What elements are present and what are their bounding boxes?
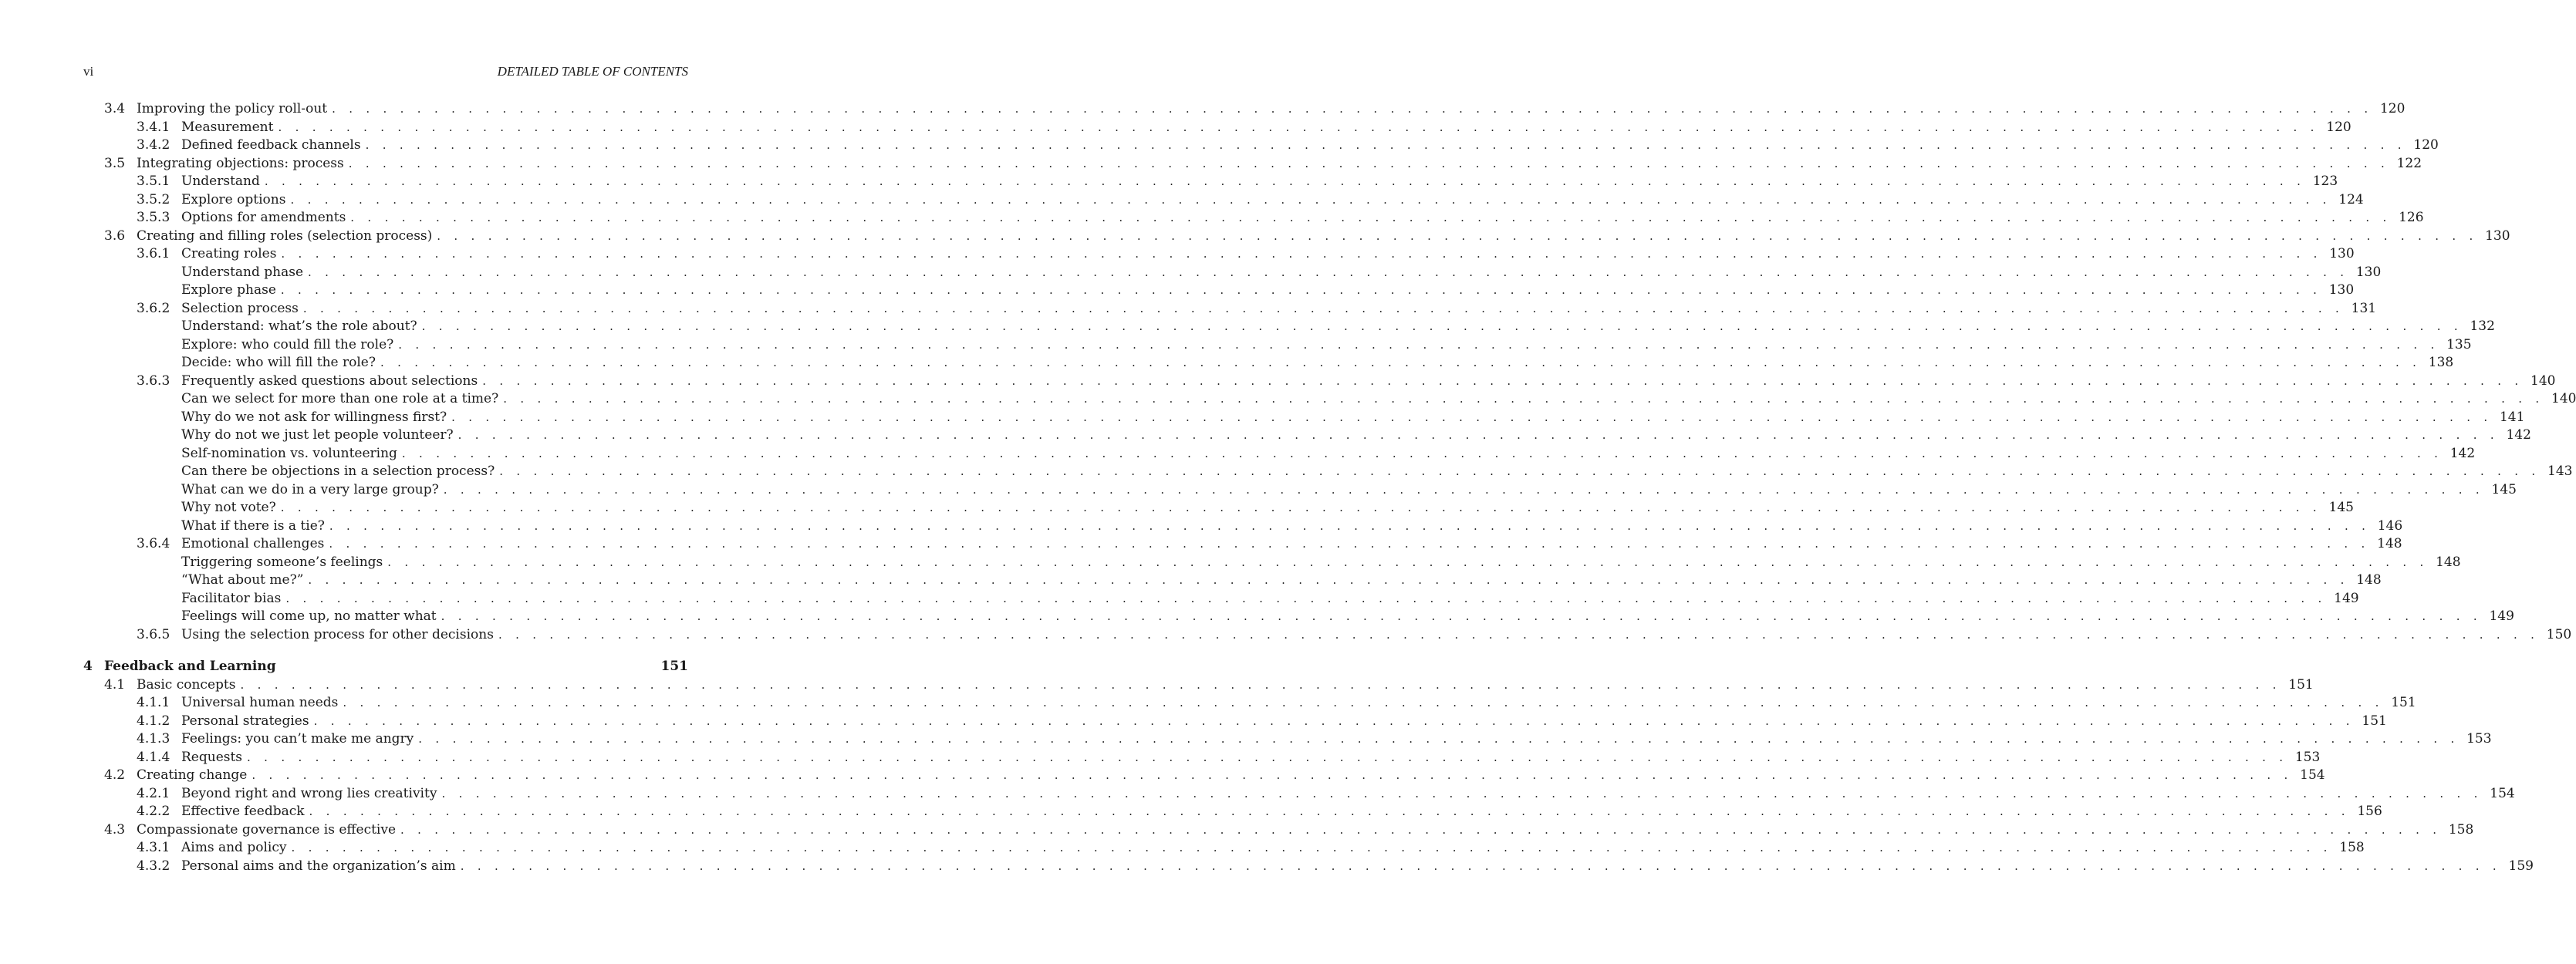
toc-entry-title: Compassionate governance is effective (137, 821, 400, 840)
toc-page-number: 145 (2328, 500, 2354, 515)
toc-entry (181, 372, 2556, 391)
toc-page-number: 126 (2399, 210, 2424, 225)
toc-entry-title: Creating roles (181, 245, 281, 264)
toc-page-number: 149 (2489, 608, 2514, 624)
toc-row[interactable] (83, 821, 2474, 840)
toc-page-number: 145 (2491, 481, 2517, 497)
toc-entry-title: Requests (181, 749, 247, 767)
toc-entry (137, 100, 2406, 119)
toc-row[interactable] (83, 554, 2461, 572)
toc-section-number: 3.4.1 (137, 119, 170, 135)
toc-entry-title: Creating change (137, 767, 252, 785)
toc-entry (137, 676, 2314, 695)
toc-row[interactable] (83, 281, 2355, 300)
dot-leader: . . . . . . . . . . . . . . . . . . . . . . . . . . . . . . . . . . . . . . . . . . . . . . . . . . . . . . . . . . . . . . . . . . . . . . . . . . . . . . . . . . . . . . . . . . . . . . . . . . . . . . . . . . . . . . . . . . . . . . . . (343, 696, 2384, 710)
dot-leader: . . . . . . . . . . . . . . . . . . . . . . . . . . . . . . . . . . . . . . . . . . . . . . . . . . . . . . . . . . . . . . . . . . . . . . . . . . . . . . . . . . . . . . . . . . . . . . . . . . . . . . . . . . . . . . . . . . . . . . . . (281, 247, 2322, 261)
toc-entry-title: Feelings will come up, no matter what (181, 608, 441, 626)
toc-row[interactable] (83, 191, 2364, 210)
dot-leader: . . . . . . . . . . . . . . . . . . . . . . . . . . . . . . . . . . . . . . . . . . . . . . . . . . . . . . . . . . . . . . . . . . . . . . . . . . . . . . . . . . . . . . . . . . . . . . . . . . . . . . . . . . . . . . . . . . . . . . . . (498, 627, 2540, 642)
toc-page-number: 158 (2448, 821, 2474, 838)
toc-entry-title: “What about me?” (181, 571, 308, 590)
dot-leader: . . . . . . . . . . . . . . . . . . . . . . . . . . . . . . . . . . . . . . . . . . . . . . . . . . . . . . . . . . . . . . . . . . . . . . . . . . . . . . . . . . . . . . . . . . . . . . . . . . . . . . . . . . . . . . . . . . . . . . . . (348, 156, 2390, 170)
toc-entry-title: Explore: who could fill the role? (181, 336, 398, 355)
dot-leader: . . . . . . . . . . . . . . . . . . . . . . . . . . . . . . . . . . . . . . . . . . . . . . . . . . . . . . . . . . . . . . . . . . . . . . . . . . . . . . . . . . . . . . . . . . . . . . . . . . . . . . . . . . . . . . . . . . . . . . . . (418, 732, 2460, 746)
toc-row[interactable] (83, 676, 2314, 695)
dot-leader: . . . . . . . . . . . . . . . . . . . . . . . . . . . . . . . . . . . . . . . . . . . . . . . . . . . . . . . . . . . . . . . . . . . . . . . . . . . . . . . . . . . . . . . . . . . . . . . . . . . . . . . . . . . . . . . . . . . . . . . . (285, 591, 2327, 605)
toc-page-number: 148 (2377, 536, 2402, 551)
toc-row[interactable] (83, 858, 2534, 876)
toc-entry-title: Basic concepts (137, 676, 240, 695)
toc-page-number: 135 (2446, 336, 2472, 352)
toc-entry-title: Explore options (181, 191, 290, 210)
toc-entry (181, 554, 2461, 572)
toc-section-number: 4.1.2 (137, 713, 170, 729)
dot-leader: . . . . . . . . . . . . . . . . . . . . . . . . . . . . . . . . . . . . . . . . . . . . . . . . . . . . . . . . . . . . . . . . . . . . . . . . . . . . . . . . . . . . . . . . . . . . . . . . . . . . . . . . . . . . . . . . . . . . . . . . (252, 768, 2293, 782)
dot-leader: . . . . . . . . . . . . . . . . . . . . . . . . . . . . . . . . . . . . . . . . . . . . . . . . . . . . . . . . . . . . . . . . . . . . . . . . . . . . . . . . . . . . . . . . . . . . . . . . . . . . . . . . . . . . . . . . . . . . . . . . (332, 102, 2373, 116)
dot-leader: . . . . . . . . . . . . . . . . . . . . . . . . . . . . . . . . . . . . . . . . . . . . . . . . . . . . . . . . . . . . . . . . . . . . . . . . . . . . . . . . . . . . . . . . . . . . . . . . . . . . . . . . . . . . . . . . . . . . . . . . (291, 841, 2332, 854)
dot-leader: . . . . . . . . . . . . . . . . . . . . . . . . . . . . . . . . . . . . . . . . . . . . . . . . . . . . . . . . . . . . . . . . . . . . . . . . . . . . . . . . . . . . . . . . . . . . . . . . . . . . . . . . . . . . . . . . . . . . . . . . (313, 713, 2355, 728)
toc-chapter-row[interactable] (83, 658, 688, 676)
toc-entry (181, 713, 2387, 731)
toc-page-number: 159 (2508, 858, 2534, 874)
toc-entry (181, 318, 2495, 336)
toc-entry (181, 300, 2377, 319)
toc-row[interactable] (83, 409, 2525, 427)
toc-entry (137, 155, 2422, 174)
dot-leader: . . . . . . . . . . . . . . . . . . . . . . . . . . . . . . . . . . . . . . . . . . . . . . . . . . . . . . . . . . . . . . . . . . . . . . . . . . . . . . . . . . . . . . . . . . . . . . . . . . . . . . . . . . . . . . . . . . . . . . . . (380, 356, 2422, 369)
toc-entry-title: Creating and filling roles (selection process) (137, 228, 437, 246)
toc-entry (137, 821, 2474, 840)
toc-entry (181, 590, 2359, 608)
toc-row[interactable] (83, 767, 2325, 785)
toc-page-number: 142 (2449, 445, 2476, 461)
toc-entry-title: Integrating objections: process (137, 155, 349, 174)
toc-section-number: 3.4 (104, 101, 126, 116)
dot-leader: . . . . . . . . . . . . . . . . . . . . . . . . . . . . . . . . . . . . . . . . . . . . . . . . . . . . . . . . . . . . . . . . . . . . . . . . . . . . . . . . . . . . . . . . . . . . . . . . . . . . . . . . . . . . . . . . . . . . . . . . (387, 554, 2429, 569)
toc-entry-title: Explore phase (181, 281, 281, 300)
toc-entry (104, 658, 688, 676)
toc-page-number: 130 (2328, 282, 2355, 298)
table-of-contents (83, 100, 2576, 875)
toc-row[interactable] (83, 173, 2338, 191)
dot-leader: . . . . . . . . . . . . . . . . . . . . . . . . . . . . . . . . . . . . . . . . . . . . . . . . . . . . . . . . . . . . . . . . . . . . . . . . . . . . . . . . . . . . . . . . . . . . . . . . . . . . . . . . . . . . . . . . . . . . . . . . (460, 858, 2501, 873)
toc-section-number: 3.6.4 (137, 536, 170, 551)
toc-entry (181, 137, 2439, 155)
toc-row[interactable] (83, 445, 2476, 463)
page-number: vi (83, 64, 94, 79)
toc-page-number: 130 (2355, 264, 2382, 280)
toc-section-number: 3.6 (104, 228, 126, 244)
toc-row[interactable] (83, 626, 2572, 645)
dot-leader: . . . . . . . . . . . . . . . . . . . . . . . . . . . . . . . . . . . . . . . . . . . . . . . . . . . . . . . . . . . . . . . . . . . . . . . . . . . . . . . . . . . . . . . . . . . . . . . . . . . . . . . . . . . . . . . . . . . . . . . . (482, 373, 2524, 388)
toc-row[interactable] (83, 336, 2472, 355)
toc-entry-title: Facilitator bias (181, 590, 285, 608)
toc-row[interactable] (83, 209, 2424, 228)
toc-row[interactable] (83, 264, 2382, 282)
toc-entry-title: Self-nomination vs. volunteering (181, 445, 402, 463)
toc-entry-title: Defined feedback channels (181, 137, 366, 155)
dot-leader: . . . . . . . . . . . . . . . . . . . . . . . . . . . . . . . . . . . . . . . . . . . . . . . . . . . . . . . . . . . . . . . . . . . . . . . . . . . . . . . . . . . . . . . . . . . . . . . . . . . . . . . . . . . . . . . . . . . . . . . . (302, 301, 2345, 315)
toc-page-number: 138 (2428, 355, 2454, 370)
toc-entry (181, 245, 2355, 264)
toc-page-number: 156 (2357, 804, 2382, 819)
toc-row[interactable] (83, 517, 2403, 536)
toc-entry (137, 228, 2510, 246)
toc-entry (181, 571, 2382, 590)
toc-page-number: 120 (2326, 119, 2351, 135)
toc-page-number: 120 (2413, 137, 2439, 153)
toc-entry (181, 858, 2534, 876)
toc-row[interactable] (83, 694, 2416, 713)
dot-leader: . . . . . . . . . . . . . . . . . . . . . . . . . . . . . . . . . . . . . . . . . . . . . . . . . . . . . . . . . . . . . . . . . . . . . . . . . . . . . . . . . . . . . . . . . . . . . . . . . . . . . . . . . . . . . . . . . . . . . . . . (451, 410, 2493, 424)
toc-row[interactable] (83, 137, 2439, 155)
dot-leader: . . . . . . . . . . . . . . . . . . . . . . . . . . . . . . . . . . . . . . . . . . . . . . . . . . . . . . . . . . . . . . . . . . . . . . . . . . . . . . . . . . . . . . . . . . . . . . . . . . . . . . . . . . . . . . . . . . . . . . . . (441, 786, 2483, 801)
dot-leader: . . . . . . . . . . . . . . . . . . . . . . . . . . . . . . . . . . . . . . . . . . . . . . . . . . . . . . . . . . . . . . . . . . . . . . . . . . . . . . . . . . . . . . . . . . . . . . . . . . . . . . . . . . . . . . . . . . . . . . . . (247, 750, 2288, 764)
toc-entry-title: Improving the policy roll-out (137, 100, 332, 119)
toc-section-number: 3.5.3 (137, 210, 170, 225)
toc-page-number: 124 (2338, 191, 2364, 207)
toc-entry-title: Emotional challenges (181, 535, 329, 554)
toc-section-number: 4.3.2 (137, 858, 170, 874)
toc-entry-title: Measurement (181, 119, 278, 137)
toc-entry-title: Understand: what’s the role about? (181, 318, 422, 336)
dot-leader: . . . . . . . . . . . . . . . . . . . . . . . . . . . . . . . . . . . . . . . . . . . . . . . . . . . . . . . . . . . . . . . . . . . . . . . . . . . . . . . . . . . . . . . . . . . . . . . . . . . . . . . . . . . . . . . . . . . . . . . . (308, 265, 2349, 279)
toc-entry (181, 463, 2573, 481)
toc-section-number: 4.2.2 (137, 804, 170, 819)
toc-row[interactable] (83, 372, 2556, 391)
dot-leader: . . . . . . . . . . . . . . . . . . . . . . . . . . . . . . . . . . . . . . . . . . . . . . . . . . . . . . . . . . . . . . . . . . . . . . . . . . . . . . . . . . . . . . . . . . . . . . . . . . . . . . . . . . . . . . . . . . . . . . . . (437, 228, 2478, 243)
toc-row[interactable] (83, 463, 2573, 481)
toc-page-number: 148 (2436, 554, 2461, 570)
toc-entry (181, 173, 2338, 191)
toc-page-number: 151 (2288, 676, 2314, 693)
toc-row[interactable] (83, 481, 2517, 500)
toc-entry (181, 445, 2476, 463)
toc-row[interactable] (83, 839, 2365, 858)
toc-entry (181, 336, 2472, 355)
toc-entry-title: What if there is a tie? (181, 517, 329, 536)
toc-section-number: 3.6.2 (137, 300, 170, 316)
dot-leader: . . . . . . . . . . . . . . . . . . . . . . . . . . . . . . . . . . . . . . . . . . . . . . . . . . . . . . . . . . . . . . . . . . . . . . . . . . . . . . . . . . . . . . . . . . . . . . . . . . . . . . . . . . . . . . . . . . . . . . . . (329, 537, 2370, 551)
toc-page-number: 146 (2377, 517, 2403, 534)
toc-entry-title: Selection process (181, 300, 303, 319)
toc-page-number: 149 (2334, 590, 2359, 606)
dot-leader: . . . . . . . . . . . . . . . . . . . . . . . . . . . . . . . . . . . . . . . . . . . . . . . . . . . . . . . . . . . . . . . . . . . . . . . . . . . . . . . . . . . . . . . . . . . . . . . . . . . . . . . . . . . . . . . . . . . . . . . . (499, 464, 2541, 478)
toc-section-number: 4.1.3 (137, 731, 170, 747)
toc-entry-title: Decide: who will fill the role? (181, 354, 380, 372)
toc-entry (181, 730, 2492, 749)
toc-page-number: 123 (2312, 174, 2338, 189)
toc-page-number: 130 (2329, 246, 2355, 261)
toc-page-number: 151 (2362, 713, 2387, 729)
toc-section-number: 4.3.1 (137, 840, 170, 855)
dot-leader: . . . . . . . . . . . . . . . . . . . . . . . . . . . . . . . . . . . . . . . . . . . . . . . . . . . . . . . . . . . . . . . . . . . . . . . . . . . . . . . . . . . . . . . . . . . . . . . . . . . . . . . . . . . . . . . . . . . . . . . . (264, 174, 2306, 188)
toc-entry-title: Why not vote? (181, 499, 281, 517)
toc-entry-title: Beyond right and wrong lies creativity (181, 785, 441, 804)
dot-leader: . . . . . . . . . . . . . . . . . . . . . . . . . . . . . . . . . . . . . . . . . . . . . . . . . . . . . . . . . . . . . . . . . . . . . . . . . . . . . . . . . . . . . . . . . . . . . . . . . . . . . . . . . . . . . . . . . . . . . . . . (329, 518, 2371, 533)
toc-page-number: 140 (2551, 391, 2576, 406)
toc-page-number: 150 (2546, 626, 2572, 642)
dot-leader: . . . . . . . . . . . . . . . . . . . . . . . . . . . . . . . . . . . . . . . . . . . . . . . . . . . . . . . . . . . . . . . . . . . . . . . . . . . . . . . . . . . . . . . . . . . . . . . . . . . . . . . . . . . . . . . . . . . . . . . . (240, 677, 2281, 692)
dot-leader: . . . . . . . . . . . . . . . . . . . . . . . . . . . . . . . . . . . . . . . . . . . . . . . . . . . . . . . . . . . . . . . . . . . . . . . . . . . . . . . . . . . . . . . . . . . . . . . . . . . . . . . . . . . . . . . . . . . . . . . . (350, 211, 2392, 224)
dot-leader: . . . . . . . . . . . . . . . . . . . . . . . . . . . . . . . . . . . . . . . . . . . . . . . . . . . . . . . . . . . . . . . . . . . . . . . . . . . . . . . . . . . . . . . . . . . . . . . . . . . . . . . . . . . . . . . . . . . . . . . . (309, 804, 2350, 818)
toc-entry (181, 409, 2525, 427)
toc-page-number: 153 (2466, 731, 2492, 747)
toc-entry (181, 785, 2515, 804)
toc-entry-title: Using the selection process for other decisions (181, 626, 498, 645)
toc-entry (181, 499, 2354, 517)
toc-section-number: 3.5 (104, 155, 126, 171)
toc-entry (181, 517, 2403, 536)
dot-leader: . . . . . . . . . . . . . . . . . . . . . . . . . . . . . . . . . . . . . . . . . . . . . . . . . . . . . . . . . . . . . . . . . . . . . . . . . . . . . . . . . . . . . . . . . . . . . . . . . . . . . . . . . . . . . . . . . . . . . . . . (278, 120, 2319, 134)
dot-leader: . . . . . . . . . . . . . . . . . . . . . . . . . . . . . . . . . . . . . . . . . . . . . . . . . . . . . . . . . . . . . . . . . . . . . . . . . . . . . . . . . . . . . . . . . . . . . . . . . . . . . . . . . . . . . . . . . . . . . . . . (443, 482, 2484, 497)
toc-row[interactable] (83, 749, 2321, 767)
dot-leader: . . . . . . . . . . . . . . . . . . . . . . . . . . . . . . . . . . . . . . . . . . . . . . . . . . . . . . . . . . . . . . . . . . . . . . . . . . . . . . . . . . . . . . . . . . . . . . . . . . . . . . . . . . . . . . . . . . . . . . . . (365, 138, 2406, 152)
toc-entry-title: Understand phase (181, 264, 308, 282)
toc-row[interactable] (83, 590, 2359, 608)
toc-page-number: 153 (2294, 749, 2321, 765)
toc-row[interactable] (83, 426, 2531, 445)
dot-leader: . . . . . . . . . . . . . . . . . . . . . . . . . . . . . . . . . . . . . . . . . . . . . . . . . . . . . . . . . . . . . . . . . . . . . . . . . . . . . . . . . . . . . . . . . . . . . . . . . . . . . . . . . . . . . . . . . . . . . . . . (441, 609, 2482, 623)
dot-leader: . . . . . . . . . . . . . . . . . . . . . . . . . . . . . . . . . . . . . . . . . . . . . . . . . . . . . . . . . . . . . . . . . . . . . . . . . . . . . . . . . . . . . . . . . . . . . . . . . . . . . . . . . . . . . . . . . . . . . . . . (400, 822, 2442, 837)
toc-page-number: 158 (2339, 840, 2365, 855)
toc-entry-title: Frequently asked questions about selections (181, 372, 482, 391)
dot-leader: . . . . . . . . . . . . . . . . . . . . . . . . . . . . . . . . . . . . . . . . . . . . . . . . . . . . . . . . . . . . . . . . . . . . . . . . . . . . . . . . . . . . . . . . . . . . . . . . . . . . . . . . . . . . . . . . . . . . . . . . (290, 192, 2331, 207)
toc-page-number: 148 (2356, 572, 2382, 588)
toc-row[interactable] (83, 803, 2382, 821)
toc-page-number: 151 (660, 659, 688, 674)
toc-row[interactable] (83, 571, 2382, 590)
toc-section-number: 3.6.1 (137, 246, 170, 261)
toc-entry-title: Personal strategies (181, 713, 314, 731)
toc-section-number: 4.1 (104, 676, 126, 693)
toc-entry (181, 694, 2416, 713)
toc-row[interactable] (83, 100, 2406, 119)
toc-entry-title: Aims and policy (181, 839, 291, 858)
toc-page-number: 154 (2490, 785, 2515, 801)
toc-section-number: 4.2.1 (137, 785, 170, 801)
toc-entry-title: Personal aims and the organization’s aim (181, 858, 461, 876)
toc-row[interactable] (83, 245, 2355, 264)
toc-entry-title: Options for amendments (181, 209, 350, 228)
toc-section-number: 4.1.1 (137, 695, 170, 710)
toc-row[interactable] (83, 318, 2495, 336)
toc-entry (181, 481, 2517, 500)
toc-page-number: 143 (2547, 463, 2573, 479)
dot-leader: . . . . . . . . . . . . . . . . . . . . . . . . . . . . . . . . . . . . . . . . . . . . . . . . . . . . . . . . . . . . . . . . . . . . . . . . . . . . . . . . . . . . . . . . . . . . . . . . . . . . . . . . . . . . . . . . . . . . . . . . (280, 283, 2322, 297)
toc-entry-title: Universal human needs (181, 694, 343, 713)
toc-entry (181, 119, 2351, 137)
toc-section-number: 3.5.1 (137, 174, 170, 189)
running-title: DETAILED TABLE OF CONTENTS (497, 64, 688, 79)
toc-row[interactable] (83, 119, 2351, 137)
toc-section-number: 4.3 (104, 821, 126, 838)
toc-entry (181, 626, 2572, 645)
toc-page-number: 154 (2300, 767, 2325, 783)
dot-leader: . . . . . . . . . . . . . . . . . . . . . . . . . . . . . . . . . . . . . . . . . . . . . . . . . . . . . . . . . . . . . . . . . . . . . . . . . . . . . . . . . . . . . . . . . . . . . . . . . . . . . . . . . . . . . . . . . . . . . . . . (308, 573, 2349, 587)
toc-entry-title: Effective feedback (181, 803, 309, 821)
toc-section-number: 3.4.2 (137, 137, 170, 153)
toc-entry (181, 426, 2531, 445)
toc-page-number: 122 (2396, 155, 2422, 171)
dot-leader: . . . . . . . . . . . . . . . . . . . . . . . . . . . . . . . . . . . . . . . . . . . . . . . . . . . . . . . . . . . . . . . . . . . . . . . . . . . . . . . . . . . . . . . . . . . . . . . . . . . . . . . . . . . . . . . . . . . . . . . . (280, 501, 2321, 514)
toc-row[interactable] (83, 155, 2422, 174)
toc-entry-title: Triggering someone’s feelings (181, 554, 387, 572)
toc-entry (181, 209, 2424, 228)
toc-row[interactable] (83, 608, 2514, 626)
toc-row[interactable] (83, 499, 2354, 517)
toc-entry-title: Can there be objections in a selection process? (181, 463, 499, 481)
toc-entry (181, 264, 2382, 282)
dot-leader: . . . . . . . . . . . . . . . . . . . . . . . . . . . . . . . . . . . . . . . . . . . . . . . . . . . . . . . . . . . . . . . . . . . . . . . . . . . . . . . . . . . . . . . . . . . . . . . . . . . . . . . . . . . . . . . . . . . . . . . . (398, 337, 2439, 352)
toc-entry (137, 767, 2325, 785)
toc-entry-title: Why do we not ask for willingness first? (181, 409, 451, 427)
toc-entry (181, 191, 2364, 210)
toc-entry-title: What can we do in a very large group? (181, 481, 444, 500)
toc-entry (181, 749, 2321, 767)
toc-row[interactable] (83, 713, 2387, 731)
toc-row[interactable] (83, 535, 2402, 554)
toc-section-number: 3.6.5 (137, 626, 170, 642)
toc-entry (181, 281, 2355, 300)
toc-section-number: 4.1.4 (137, 749, 170, 765)
toc-entry-title: Feedback and Learning (104, 658, 281, 676)
toc-entry (181, 354, 2454, 372)
toc-entry (181, 803, 2382, 821)
toc-page-number: 142 (2506, 427, 2531, 443)
toc-entry (181, 390, 2576, 409)
toc-row[interactable] (83, 300, 2377, 319)
toc-entry-title: Understand (181, 173, 265, 191)
dot-leader: . . . . . . . . . . . . . . . . . . . . . . . . . . . . . . . . . . . . . . . . . . . . . . . . . . . . . . . . . . . . . . . . . . . . . . . . . . . . . . . . . . . . . . . . . . . . . . . . . . . . . . . . . . . . . . . . . . . . . . . . (457, 428, 2499, 442)
toc-page-number: 132 (2470, 319, 2495, 334)
toc-page-number: 120 (2379, 101, 2406, 116)
toc-entry (181, 535, 2402, 554)
toc-entry (181, 608, 2514, 626)
dot-leader: . . . . . . . . . . . . . . . . . . . . . . . . . . . . . . . . . . . . . . . . . . . . . . . . . . . . . . . . . . . . . . . . . . . . . . . . . . . . . . . . . . . . . . . . . . . . . . . . . . . . . . . . . . . . . . . . . . . . . . . . (503, 392, 2544, 406)
toc-page-number: 131 (2351, 300, 2377, 316)
toc-row[interactable] (83, 390, 2576, 409)
toc-entry (181, 839, 2365, 858)
dot-leader: . . . . . . . . . . . . . . . . . . . . . . . . . . . . . . . . . . . . . . . . . . . . . . . . . . . . . . . . . . . . . . . . . . . . . . . . . . . . . . . . . . . . . . . . . . . . . . . . . . . . . . . . . . . . . . . . . . . . . . . . (401, 446, 2443, 460)
toc-page-number: 140 (2530, 372, 2556, 389)
toc-row[interactable] (83, 785, 2515, 804)
toc-section-number: 3.6.3 (137, 372, 170, 389)
toc-row[interactable] (83, 730, 2492, 749)
toc-section-number: 4.2 (104, 767, 126, 783)
toc-row[interactable] (83, 354, 2454, 372)
toc-section-number: 4 (83, 659, 93, 674)
page-header (83, 63, 688, 80)
toc-page-number: 141 (2499, 409, 2525, 425)
toc-page-number: 151 (2391, 695, 2416, 710)
dot-leader: . . . . . . . . . . . . . . . . . . . . . . . . . . . . . . . . . . . . . . . . . . . . . . . . . . . . . . . . . . . . . . . . . . . . . . . . . . . . . . . . . . . . . . . . . . . . . . . . . . . . . . . . . . . . . . . . . . . . . . . . (421, 319, 2463, 333)
toc-page-number: 130 (2485, 228, 2510, 244)
toc-section-number: 3.5.2 (137, 191, 170, 207)
toc-entry-title: Why do not we just let people volunteer? (181, 426, 458, 445)
toc-entry-title: Feelings: you can’t make me angry (181, 730, 418, 749)
toc-row[interactable] (83, 228, 2510, 246)
toc-entry-title: Can we select for more than one role at a time? (181, 390, 503, 409)
